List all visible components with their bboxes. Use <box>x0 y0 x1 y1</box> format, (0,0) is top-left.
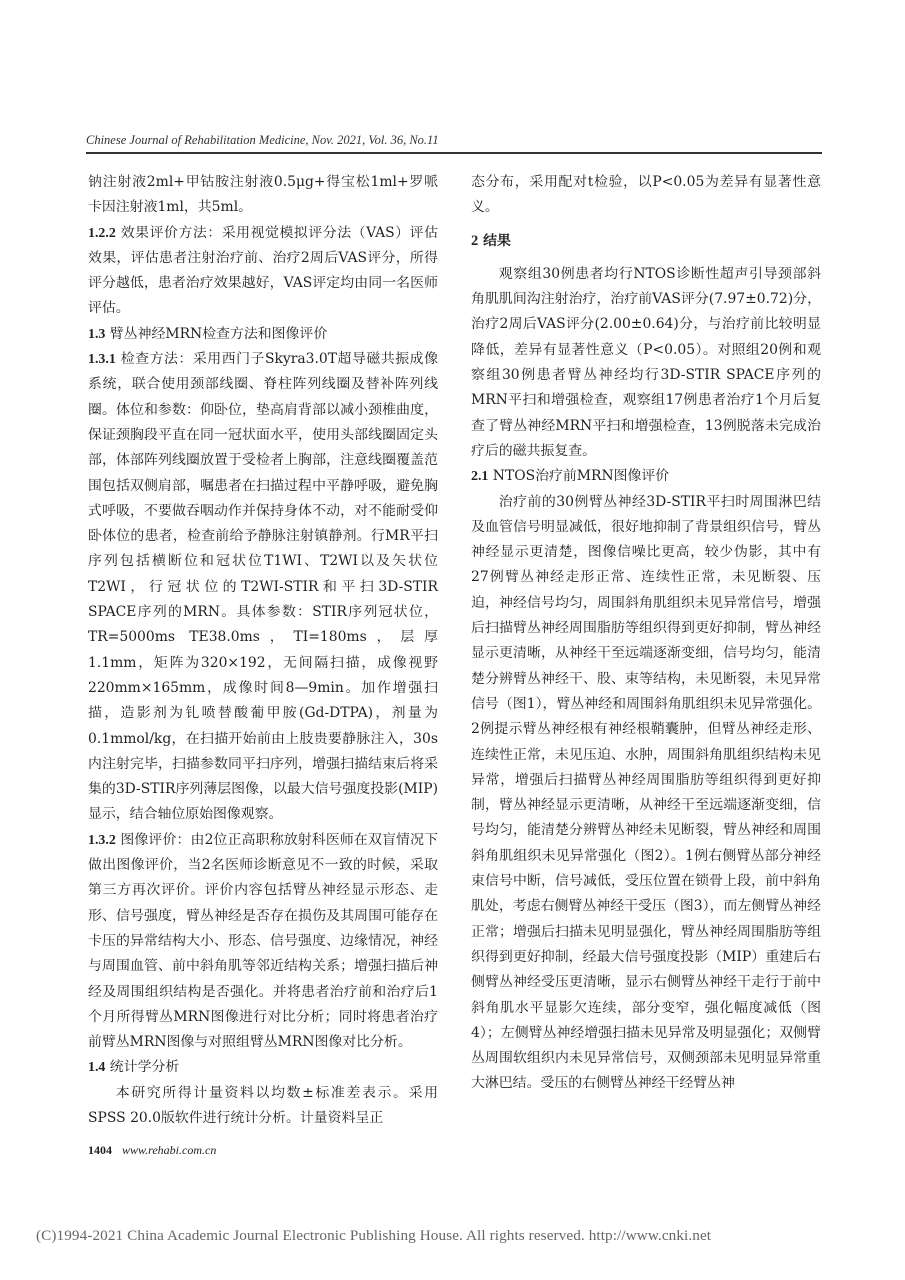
header-rule <box>86 152 822 154</box>
journal-header: Chinese Journal of Rehabilitation Medicine, Nov. 2021, Vol. 36, No.11 <box>86 133 439 147</box>
section-2-1-heading <box>471 464 821 489</box>
section-number: 1.2.2 <box>88 225 116 241</box>
paragraph: 本研究所得计量资料以均数±标准差表示。采用SPSS 20.0版软件进行统计分析。计量资料呈正 <box>88 1084 438 1126</box>
paragraph: 钠注射液2ml+甲钴胺注射液0.5μg+得宝松1ml+罗哌卡因注射液1ml，共5ml。 <box>88 174 438 216</box>
section-title: NTOS治疗前MRN图像评价 <box>488 468 670 485</box>
section-number: 1.4 <box>88 1060 106 1076</box>
page-footer <box>88 1143 216 1158</box>
section-1-3-1 <box>88 347 438 828</box>
section-text: 检查方法：采用西门子Skyra3.0T超导磁共振成像系统，联合使用颈部线圈、脊柱阵列线圈及替补阵列线圈。体位和参数：仰卧位，垫高肩背部以减小颈椎曲度，保证颈胸段平直在同一冠状面水平，使用头部线圈固定头部，体部阵列线圈放置于受检者上胸部，注意线圈覆盖范围包括双侧肩部，嘱患者在扫描过程中平静呼吸，避免胸式呼吸，不要做吞咽动作并保持身体不动，对不能耐受仰卧体位的患者，检查前给予静脉注射镇静剂。行MR平扫序列包括横断位和冠状位T1WI、T2WI以及矢状位T2WI，行冠状位的T2WI-STIR和平扫3D-STIR SPACE序列的MRN。具体参数：STIR序列冠状位，TR=5000ms TE38.0ms，TI=180ms，层厚1.1mm，矩阵为320×192，无间隔扫描，成像视野220mm×165mm，成像时间8—9min。加作增强扫描，造影剂为钆喷替酸葡甲胺(Gd-DTPA)，剂量为0.1mmol/kg，在扫描开始前由上肢贵要静脉注入，30s内注射完毕，扫描参数同平扫序列，增强扫描结束后将采集的3D-STIR序列薄层图像，以最大信号强度投影(MIP)显示，结合轴位原始图像观察。 <box>88 351 438 823</box>
section-number: 1.3 <box>88 326 106 342</box>
paragraph: 治疗前的30例臂丛神经3D-STIR平扫时周围淋巴结及血管信号明显减低，很好地抑制了背景组织信号，臂丛神经显示更清楚，图像信噪比更高，较少伪影，其中有27例臂丛神经走形正常、连续性正常，未见断裂、压迫，神经信号均匀，周围斜角肌组织未见异常信号，增强后扫描臂丛神经周围脂肪等组织得到更好抑制，臂丛神经显示更清晰，从神经干至远端逐渐变细，信号均匀，能清楚分辨臂丛神经干、股、束等结构，未见断裂，未见异常信号（图1），臂丛神经和周围斜角肌组织未见异常强化。2例提示臂丛神经根有神经根鞘囊肿，但臂丛神经走形、连续性正常，未见压迫、水肿，周围斜角肌组织结构未见异常，增强后扫描臂丛神经周围脂肪等组织得到更好抑制，臂丛神经显示更清晰，从神经干至远端逐渐变细，信号均匀，能清楚分辨臂丛神经未见断裂，臂丛神经和周围斜角肌组织未见异常强化（图2）。1例右侧臂丛部分神经束信号中断，信号减低，受压位置在锁骨上段，前中斜角肌处，考虑右侧臂丛神经干受压（图3），而左侧臂丛神经正常；增强后扫描未见明显强化，臂丛神经周围脂肪等组织得到更好抑制，经最大信号强度投影（MIP）重建后右侧臂丛神经受压更清晰，显示右侧臂丛神经干走行于前中斜角肌水平显影欠连续，部分变窄，强化幅度减低（图4）；左侧臂丛神经增强扫描未见异常及明显强化；双侧臂丛周围软组织内未见异常信号，双侧颈部未见明显异常重大淋巴结。受压的右侧臂丛神经干经臂丛神 <box>471 493 821 1092</box>
right-column <box>471 170 821 1097</box>
paragraph: 观察组30例患者均行NTOS诊断性超声引导颈部斜角肌肌间沟注射治疗，治疗前VAS评分(7.97±0.72)分，治疗2周后VAS评分(2.00±0.64)分，与治疗前比较明显降低，差异有显著性意义（P<0.05）。对照组20例和观察组30例患者臂丛神经均行3D-STIR SPACE序列的MRN平扫和增强检查，观察组17例患者治疗1个月后复查了臂丛神经MRN平扫和增强检查，13例脱落未完成治疗后的磁共振复查。 <box>471 265 821 459</box>
section-number: 2.1 <box>471 469 489 485</box>
section-1-3-heading <box>88 322 438 347</box>
section-number: 1.3.1 <box>88 352 116 368</box>
journal-url: www.rehabi.com.cn <box>122 1143 217 1157</box>
copyright-line: (C)1994-2021 China Academic Journal Electronic Publishing House. All rights reserved. http://www.cnki.net <box>36 1227 712 1244</box>
section-1-4-heading <box>88 1055 438 1080</box>
section-text: 效果评价方法：采用视觉模拟评分法（VAS）评估效果，评估患者注射治疗前、治疗2周后VAS评分，所得评分越低，患者治疗效果越好，VAS评定均由同一名医师评估。 <box>88 224 438 317</box>
section-2-heading <box>471 229 821 254</box>
section-number: 1.3.2 <box>88 832 116 848</box>
section-text: 图像评价：由2位正高职称放射科医师在双盲情况下做出图像评价，当2名医师诊断意见不一致的时候，采取第三方再次评价。评价内容包括臂丛神经显示形态、走形、信号强度，臂丛神经是否存在损伤及其周围可能存在卡压的异常结构大小、形态、信号强度、边缘情况，神经与周围血管、前中斜角肌等邻近结构关系；增强扫描后神经及周围组织结构是否强化。并将患者治疗前和治疗后1个月所得臂丛MRN图像进行对比分析；同时将患者治疗前臂丛MRN图像与对照组臂丛MRN图像对比分析。 <box>88 831 438 1051</box>
paragraph: 态分布，采用配对t检验，以P<0.05为差异有显著性意义。 <box>471 174 821 216</box>
section-title: 统计学分析 <box>105 1059 180 1076</box>
section-1-3-2 <box>88 828 438 1056</box>
page-number: 1404 <box>88 1143 112 1157</box>
section-title: 结果 <box>478 232 511 249</box>
left-column <box>88 170 438 1131</box>
section-1-2-2 <box>88 221 438 322</box>
section-number: 2 <box>471 232 479 249</box>
section-title: 臂丛神经MRN检查方法和图像评价 <box>105 325 328 342</box>
